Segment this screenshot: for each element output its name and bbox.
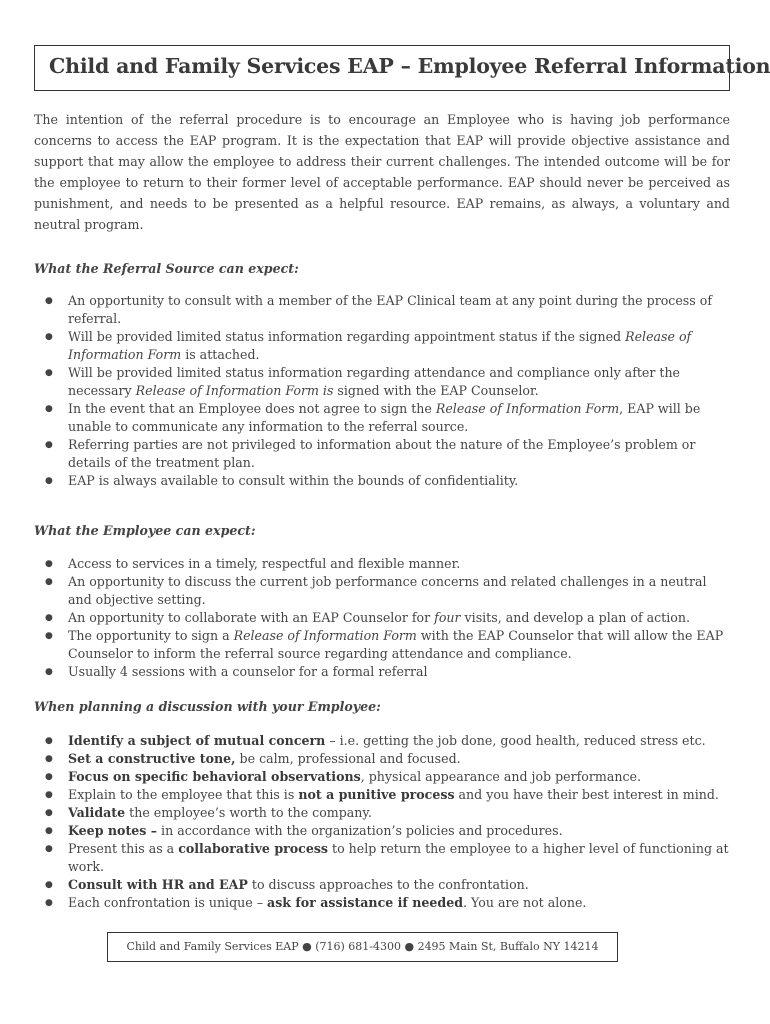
item-text: , physical appearance and job performance. — [360, 769, 641, 784]
item-text: An opportunity to collaborate with an EAP Counselor for — [68, 610, 435, 625]
bold-text: Focus on specific behavioral observations — [68, 769, 361, 784]
item-text: , EAP will be unable to communicate any information to the referral source. — [68, 401, 701, 434]
italic-text: four — [434, 610, 461, 625]
item-text: in accordance with the organization’s policies and procedures. — [157, 823, 563, 838]
title-box — [34, 45, 770, 91]
list-item — [34, 472, 734, 490]
employee-list — [34, 555, 734, 681]
italic-text: Release of Information Form — [68, 329, 692, 362]
item-text: The opportunity to sign a — [68, 628, 234, 643]
list-item — [34, 894, 734, 912]
item-text: and you have their best interest in mind. — [454, 787, 719, 802]
referral-source-heading: What the Referral Source can expect: — [34, 261, 299, 276]
intro-paragraph: The intention of the referral procedure is to encourage an Employee who is having job performance concerns to access the EAP program. It is the expectation that EAP will provide objective assistance and support that may allow the employee to address their current challenges. The intended outcome will be for the employee to return to their former level of acceptable performance. EAP should never be perceived as punishment, and needs to be presented as a helpful resource. EAP remains, as always, a voluntary and neutral program. — [34, 112, 730, 232]
item-text: Each confrontation is unique – — [68, 895, 268, 910]
list-item — [34, 822, 734, 840]
item-text: Present this as a — [68, 841, 179, 856]
list-item — [34, 663, 734, 681]
bold-text: Identify a subject of mutual concern — [68, 733, 326, 748]
item-text: . You are not alone. — [463, 895, 587, 910]
employee-heading: What the Employee can expect: — [34, 523, 256, 538]
list-item — [34, 364, 734, 400]
item-text: An opportunity to discuss the current job performance concerns and related challenges in a neutral and objective setting. — [68, 574, 707, 607]
bold-text: Keep notes – — [68, 823, 158, 838]
item-text: In the event that an Employee does not agree to sign the — [68, 401, 436, 416]
list-item — [34, 804, 734, 822]
item-text: Will be provided limited status information regarding appointment status if the signed — [68, 329, 626, 344]
list-item — [34, 840, 734, 876]
list-item — [34, 328, 734, 364]
item-text: Will be provided limited status information regarding attendance and compliance only after the necessary — [68, 365, 681, 398]
italic-text: Release of Information Form is — [135, 383, 334, 398]
page-title: Child and Family Services EAP – Employee Referral Information — [49, 54, 770, 78]
item-text: EAP is always available to consult within the bounds of confidentiality. — [68, 473, 519, 488]
italic-text: Release of Information Form — [435, 401, 620, 416]
list-item — [34, 786, 734, 804]
list-item — [34, 292, 734, 328]
referral-source-list — [34, 292, 734, 490]
item-text: – i.e. getting the job done, good health, reduced stress etc. — [325, 733, 706, 748]
item-text: to discuss approaches to the confrontation. — [247, 877, 529, 892]
bold-text: ask for assistance if needed — [267, 895, 464, 910]
item-text: Usually 4 sessions with a counselor for a formal referral — [68, 664, 428, 679]
list-item — [34, 609, 734, 627]
item-text: to help return the employee to a higher level of functioning at work. — [68, 841, 729, 874]
bold-text: Consult with HR and EAP — [68, 877, 248, 892]
item-text: Explain to the employee that this is — [68, 787, 299, 802]
list-item — [34, 627, 734, 663]
bold-text: Set a constructive tone, — [68, 751, 236, 766]
list-item — [34, 436, 734, 472]
item-text: the employee’s worth to the company. — [125, 805, 372, 820]
item-text: is attached. — [181, 347, 260, 362]
italic-text: Release of Information Form — [233, 628, 417, 643]
list-item — [34, 400, 734, 436]
planning-list — [34, 732, 734, 912]
item-text: Referring parties are not privileged to information about the nature of the Employee’s problem or details of the treatment plan. — [68, 437, 696, 470]
bold-text: not a punitive process — [298, 787, 455, 802]
list-item — [34, 573, 734, 609]
bold-text: collaborative process — [178, 841, 329, 856]
list-item — [34, 750, 734, 768]
footer-contact: Child and Family Services EAP ● (716) 681-4300 ● 2495 Main St, Buffalo NY 14214 — [107, 932, 618, 962]
item-text: signed with the EAP Counselor. — [333, 383, 539, 398]
bold-text: Validate — [68, 805, 126, 820]
item-text: Access to services in a timely, respectful and flexible manner. — [68, 556, 461, 571]
planning-heading: When planning a discussion with your Employee: — [34, 699, 381, 714]
item-text: with the EAP Counselor that will allow the EAP Counselor to inform the referral source regarding attendance and compliance. — [68, 628, 724, 661]
list-item — [34, 876, 734, 894]
list-item — [34, 768, 734, 786]
list-item — [34, 555, 734, 573]
item-text: An opportunity to consult with a member of the EAP Clinical team at any point during the process of referral. — [68, 293, 712, 326]
item-text: visits, and develop a plan of action. — [460, 610, 690, 625]
item-text: be calm, professional and focused. — [235, 751, 461, 766]
list-item — [34, 732, 734, 750]
